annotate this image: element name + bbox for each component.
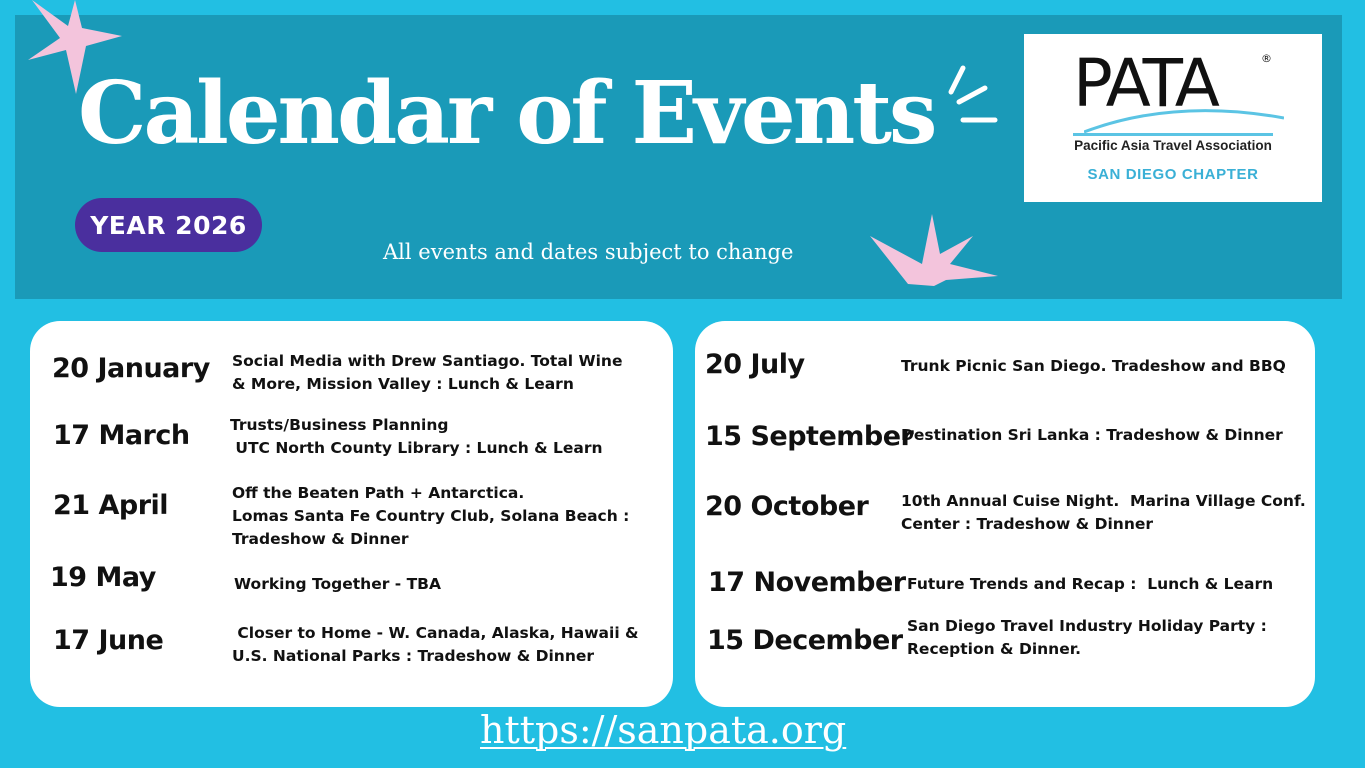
subtitle: All events and dates subject to change <box>383 240 794 264</box>
event-description: Off the Beaten Path + Antarctica. Lomas Santa Fe Country Club, Solana Beach : Tradeshow & Dinner <box>232 484 630 548</box>
pata-logo <box>1024 34 1322 202</box>
event-description: Closer to Home - W. Canada, Alaska, Hawaii & U.S. National Parks : Tradeshow & Dinner <box>232 624 639 665</box>
event-date: 15 September <box>705 421 914 452</box>
event-description: Trusts/Business Planning UTC North County Library : Lunch & Learn <box>230 416 603 457</box>
event-description: Destination Sri Lanka : Tradeshow & Dinner <box>901 426 1283 444</box>
event-description: Social Media with Drew Santiago. Total Wine & More, Mission Valley : Lunch & Learn <box>232 352 623 393</box>
logo-wordmark: PATA <box>1073 45 1217 122</box>
logo-chapter: SAN DIEGO CHAPTER <box>1087 166 1259 183</box>
event-date: 20 January <box>52 353 210 384</box>
burst-star-icon <box>868 214 1003 286</box>
event-date: 17 March <box>53 420 190 451</box>
year-badge: YEAR 2026 <box>75 198 262 252</box>
events-card-left <box>30 321 673 707</box>
page-title: Calendar of Events <box>78 63 935 164</box>
event-date: 17 November <box>708 567 906 598</box>
event-description: Trunk Picnic San Diego. Tradeshow and BBQ <box>901 357 1286 375</box>
event-description: Future Trends and Recap : Lunch & Learn <box>907 575 1274 593</box>
events-card-right <box>695 321 1315 707</box>
logo-divider <box>1073 133 1273 136</box>
logo-association: Pacific Asia Travel Association <box>1074 138 1272 153</box>
event-date: 21 April <box>53 490 169 521</box>
event-date: 19 May <box>50 562 156 593</box>
logo-swoosh-icon <box>1084 104 1284 134</box>
registered-mark: ® <box>1261 52 1272 65</box>
event-date: 20 July <box>705 349 805 380</box>
event-description: San Diego Travel Industry Holiday Party : Reception & Dinner. <box>907 617 1267 658</box>
accent-lines-icon <box>945 62 1001 132</box>
event-description: 10th Annual Cuise Night. Marina Village Conf. Center : Tradeshow & Dinner <box>901 492 1306 533</box>
event-description: Working Together - TBA <box>234 575 441 593</box>
event-date: 15 December <box>707 625 903 656</box>
event-date: 20 October <box>705 491 869 522</box>
event-date: 17 June <box>53 625 164 656</box>
website-link[interactable]: https://sanpata.org <box>480 708 847 752</box>
